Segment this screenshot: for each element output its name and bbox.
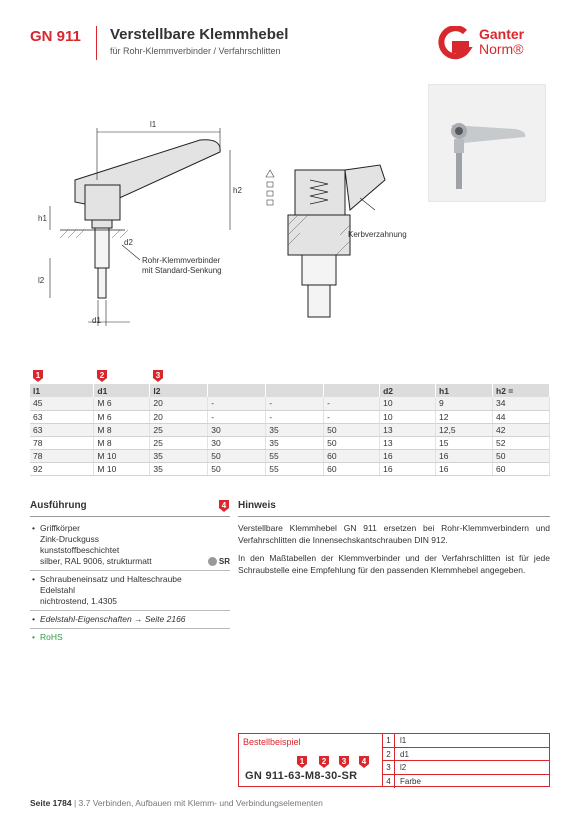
hint-paragraph-1: Verstellbare Klemmhebel GN 911 ersetzen bei Rohr-Klemmverbindern und Verfahrschlitten die Innensechskantschrauben DIN 912. [238,523,550,545]
table-cell: 78 [30,449,94,462]
col-header [208,384,266,397]
table-cell: 60 [324,449,380,462]
rohs-label: • RoHS [32,632,63,642]
table-cell: 55 [266,449,324,462]
table-cell: M 10 [94,462,150,475]
section-divider [238,516,550,517]
sr-badge: SR [208,556,230,567]
ausfuehrung-section [30,500,230,643]
table-cell: 16 [436,449,493,462]
callout-rohr-line2: mit Standard-Senkung [142,266,222,275]
col-header: l1 [30,384,94,397]
color-swatch-icon [208,557,217,566]
dim-d2: d2 [124,238,133,247]
page-header [30,26,550,66]
table-cell: 50 [208,449,266,462]
table-cell: 63 [30,410,94,423]
callout-rohr-line1: Rohr-Klemmverbinder [142,256,221,265]
svg-text:3: 3 [155,371,161,380]
table-cell: 9 [436,397,493,410]
item-divider [30,570,230,571]
section-title: Ausführung 4 [30,500,230,514]
dimension-table [30,370,550,476]
table-cell: - [208,410,266,423]
table-row [30,423,550,436]
table-cell: 63 [30,423,94,436]
svg-text:2: 2 [321,757,327,766]
order-example-box [238,733,550,787]
dim-l1: l1 [150,120,157,129]
table-cell: 30 [208,423,266,436]
page-number: Seite 1784 [30,798,72,808]
table-cell: M 6 [94,397,150,410]
col-header: h1 [436,384,493,397]
column-markers [30,370,550,384]
order-markers [239,756,384,770]
table-cell: - [266,397,324,410]
order-example-label: Bestellbeispiel [243,737,301,747]
col-header: d1 [94,384,150,397]
svg-text:1: 1 [299,757,305,766]
callout-kerbverzahnung: Kerbverzahnung [348,230,407,239]
table-cell: 25 [150,423,208,436]
table-cell: - [266,410,324,423]
page-subtitle: für Rohr-Klemmverbinder / Verfahrschlitten [110,46,281,56]
table-cell: - [208,397,266,410]
page-title: Verstellbare Klemmhebel [110,26,289,43]
svg-text:3: 3 [341,757,347,766]
header-divider [96,26,97,60]
table-header-row [30,384,550,397]
table-cell: 42 [493,423,550,436]
list-item: • Griffkörper Zink-Druckguss kunststoffbeschichtet silber, RAL 9006, strukturmatt SR [32,523,230,566]
drawing-svg [30,110,420,340]
item-divider [30,628,230,629]
order-example-left [238,733,383,787]
table-row [30,397,550,410]
table-cell: 13 [380,423,436,436]
table-cell: 60 [493,462,550,475]
table-cell: 35 [150,449,208,462]
product-code: GN 911 [30,28,81,45]
table-cell: 16 [380,449,436,462]
order-legend-row: 4 Farbe [383,775,549,789]
table-cell: M 10 [94,449,150,462]
logo-text-ganter: Ganter [479,26,525,42]
table-cell: 10 [380,397,436,410]
page-footer: Seite 1784 | 3.7 Verbinden, Aufbauen mit Klemm- und Verbindungselementen [30,798,323,808]
order-legend-row: 2 d1 [383,748,549,762]
table-cell: 50 [324,423,380,436]
table-cell: - [324,397,380,410]
section-divider [30,516,230,517]
table-cell: M 8 [94,436,150,449]
table-cell: 50 [493,449,550,462]
table-cell: 34 [493,397,550,410]
table-cell: 52 [493,436,550,449]
col-header [266,384,324,397]
col-header [324,384,380,397]
ganter-logo [435,26,550,62]
table-row [30,462,550,475]
dim-h1: h1 [38,214,47,223]
table-cell: M 8 [94,423,150,436]
table-cell: - [324,410,380,423]
svg-text:4: 4 [361,757,367,766]
svg-text:4: 4 [221,501,227,510]
table-cell: 25 [150,436,208,449]
table-cell: 15 [436,436,493,449]
table-cell: 20 [150,410,208,423]
table-cell: 45 [30,397,94,410]
dimension-grid [30,384,550,476]
col-header: l2 [150,384,208,397]
order-legend-row: 3 l2 [383,761,549,775]
table-cell: 35 [150,462,208,475]
dim-h2: h2 [233,186,242,195]
list-item: • Schraubeneinsatz und Halteschraube Edelstahl nichtrostend, 1.4305 [32,574,182,606]
table-row [30,436,550,449]
table-cell: 35 [266,423,324,436]
svg-text:2: 2 [99,371,105,380]
table-cell: 10 [380,410,436,423]
table-cell: 50 [208,462,266,475]
table-cell: 16 [436,462,493,475]
table-cell: 55 [266,462,324,475]
col-header: h2 = [493,384,550,397]
section-title: Hinweis [238,500,276,511]
hint-paragraph-2: In den Maßtabellen der Klemmverbinder und der Verfahrschlitten ist für jede Schraubstelle eine Empfehlung für den passenden Klemmhebel angegeben. [238,553,550,575]
svg-text:1: 1 [35,371,41,380]
table-cell: 16 [380,462,436,475]
order-legend [383,733,550,787]
marker-1 [32,370,44,382]
order-code: GN 911-63-M8-30-SR [245,770,358,782]
table-cell: 50 [324,436,380,449]
dim-l2: l2 [38,276,45,285]
table-cell: M 6 [94,410,150,423]
table-row [30,449,550,462]
marker-4 [218,500,230,515]
table-row [30,410,550,423]
table-cell: 30 [208,436,266,449]
table-cell: 20 [150,397,208,410]
footer-section: 3.7 Verbinden, Aufbauen mit Klemm- und Verbindungselementen [78,798,323,808]
table-cell: 44 [493,410,550,423]
ganter-logo-icon [435,26,475,60]
dim-d1: d1 [92,316,101,325]
table-cell: 35 [266,436,324,449]
product-photo [428,84,546,202]
table-cell: 60 [324,462,380,475]
marker-2 [96,370,108,382]
hinweis-section [238,500,550,583]
item-divider [30,610,230,611]
marker-3 [152,370,164,382]
technical-drawing [30,110,420,340]
table-cell: 78 [30,436,94,449]
table-cell: 92 [30,462,94,475]
col-header: d2 [380,384,436,397]
table-cell: 12,5 [436,423,493,436]
table-cell: 12 [436,410,493,423]
table-cell: 13 [380,436,436,449]
order-legend-row: 1 l1 [383,734,549,748]
edelstahl-link[interactable]: • Edelstahl-Eigenschaften → Seite 2166 [32,614,186,624]
logo-text-norm: Norm® [479,41,524,57]
